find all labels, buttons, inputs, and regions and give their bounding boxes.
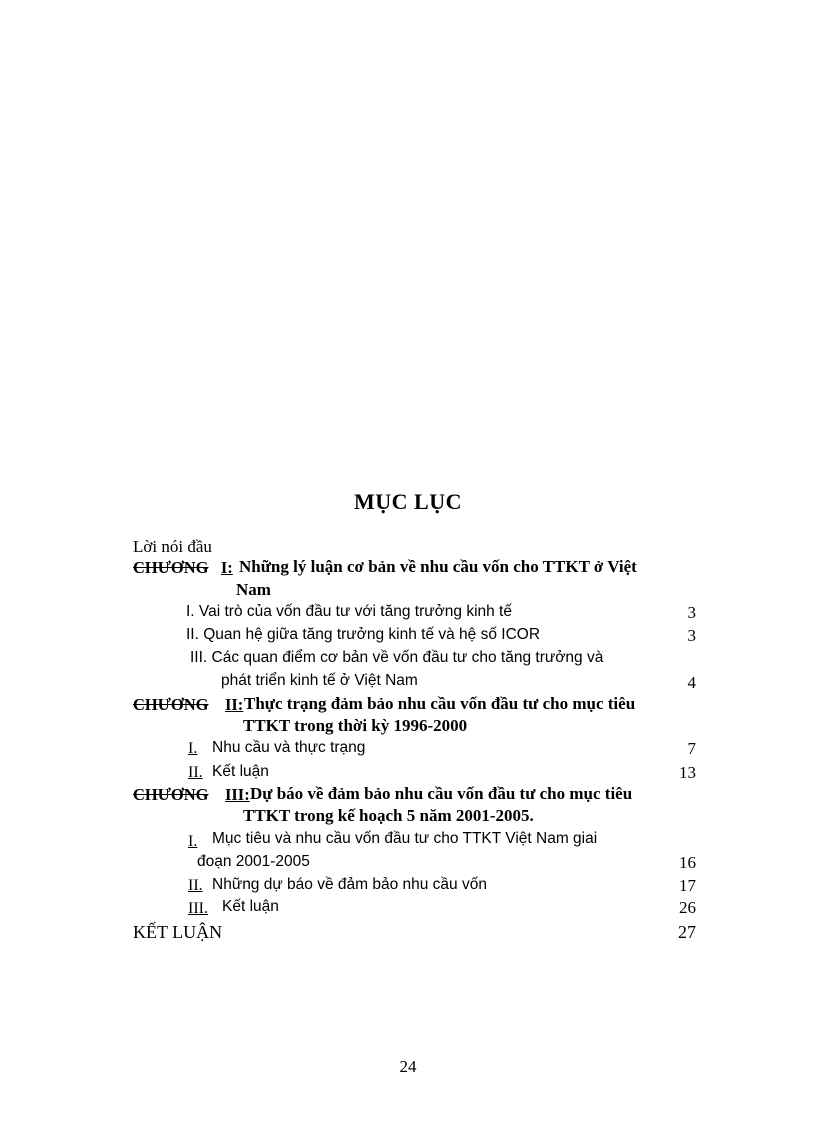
chapter1-item3-line1: III. Các quan điểm cơ bản về vốn đầu tư cho tăng trưởng và bbox=[190, 649, 604, 666]
chapter2-item2-page: 13 bbox=[679, 763, 696, 782]
chapter1-item1-page: 3 bbox=[687, 603, 696, 622]
conclusion-page: 27 bbox=[678, 922, 696, 942]
chapter3-item1-line2: đoạn 2001-2005 bbox=[197, 853, 310, 870]
chapter2-item1-text: Nhu cầu và thực trạng bbox=[212, 739, 366, 756]
intro-entry: Lời nói đầu bbox=[133, 537, 212, 556]
chapter1-item3-line2: phát triển kinh tế ở Việt Nam bbox=[221, 672, 418, 689]
page-number: 24 bbox=[399, 1057, 417, 1076]
chapter3-item3-text: Kết luận bbox=[222, 898, 279, 915]
chapter2-word: CHƯƠNG bbox=[133, 695, 209, 714]
chapter1-title-line2: Nam bbox=[236, 580, 271, 599]
chapter3-item2-num: II. bbox=[188, 877, 203, 894]
chapter2-item1-page: 7 bbox=[687, 739, 696, 758]
chapter3-item1-num: I. bbox=[188, 833, 198, 850]
chapter3-item3-page: 26 bbox=[679, 898, 696, 917]
chapter2-item2-text: Kết luận bbox=[212, 763, 269, 780]
chapter1-heading bbox=[133, 558, 233, 578]
chapter1-item2-text: II. Quan hệ giữa tăng trưởng kinh tế và hệ số ICOR bbox=[186, 626, 541, 643]
chapter3-item1-page: 16 bbox=[679, 853, 696, 872]
chapter1-item3-page: 4 bbox=[687, 673, 696, 692]
chapter3-heading bbox=[133, 785, 250, 805]
chapter3-word: CHƯƠNG bbox=[133, 785, 209, 804]
chapter2-heading bbox=[133, 695, 243, 715]
chapter1-item1-text: I. Vai trò của vốn đầu tư với tăng trưởng kinh tế bbox=[186, 603, 512, 620]
chapter3-item3-num: III. bbox=[188, 900, 208, 917]
chapter3-title-line2: TTKT trong kế hoạch 5 năm 2001-2005. bbox=[243, 806, 534, 825]
chapter1-word: CHƯƠNG bbox=[133, 558, 209, 577]
chapter3-num: III: bbox=[224, 785, 250, 804]
chapter2-title-line2: TTKT trong thời kỳ 1996-2000 bbox=[243, 716, 468, 735]
chapter2-title-line1: Thực trạng đảm bảo nhu cầu vốn đầu tư cho mục tiêu bbox=[244, 694, 636, 713]
chapter1-item2-page: 3 bbox=[687, 626, 696, 645]
chapter3-item1-line1: Mục tiêu và nhu cầu vốn đầu tư cho TTKT Việt Nam giai bbox=[212, 830, 598, 847]
conclusion-entry: KẾT LUẬN bbox=[133, 922, 223, 942]
chapter1-title-line1: Những lý luận cơ bản về nhu cầu vốn cho TTKT ở Việt bbox=[239, 557, 637, 576]
toc-title: MỤC LỤC bbox=[354, 489, 462, 514]
chapter3-item2-text: Những dự báo về đảm bảo nhu cầu vốn bbox=[212, 876, 487, 893]
chapter2-item2-num: II. bbox=[188, 764, 203, 781]
chapter3-title-line1: Dự báo về đảm bảo nhu cầu vốn đầu tư cho mục tiêu bbox=[250, 784, 633, 803]
chapter3-item2-page: 17 bbox=[679, 876, 696, 895]
chapter2-num: II: bbox=[224, 695, 244, 714]
chapter2-item1-num: I. bbox=[188, 740, 198, 757]
chapter1-num: I: bbox=[220, 558, 233, 577]
